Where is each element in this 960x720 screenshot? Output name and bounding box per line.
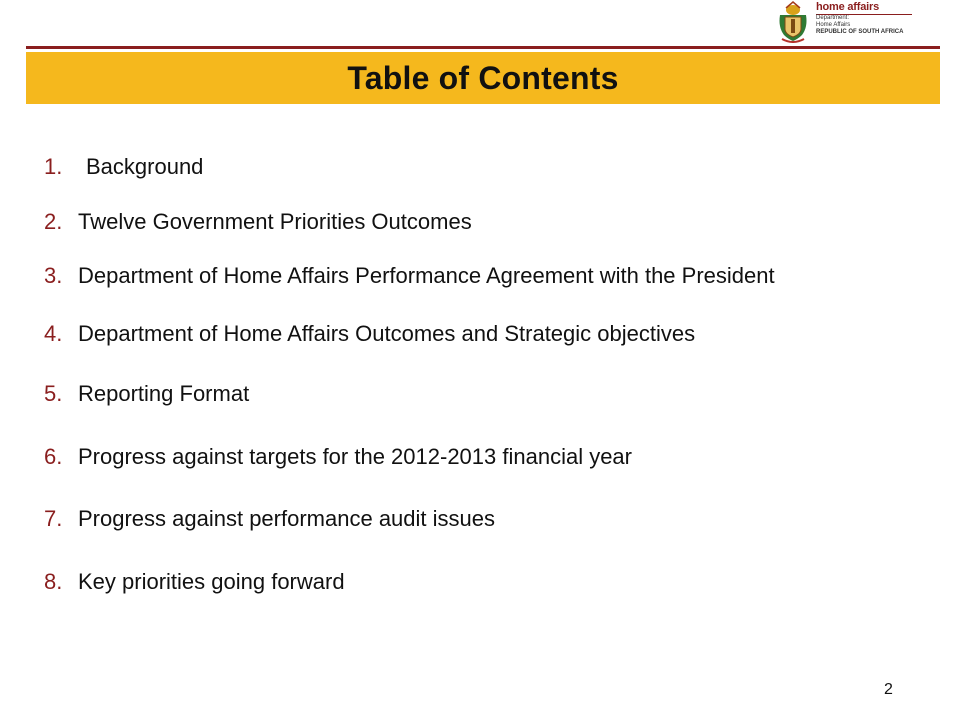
- logo-line-home-affairs: Home Affairs: [816, 22, 851, 28]
- logo-brand: home affairs: [816, 2, 912, 15]
- toc-item: [44, 444, 632, 470]
- toc-item-label: Progress against targets for the 2012-2013 financial year: [78, 444, 632, 469]
- toc-item-label: Reporting Format: [78, 381, 250, 406]
- toc-item-number: 1.: [44, 154, 63, 179]
- toc-item-number: 2.: [44, 209, 63, 234]
- toc-item-label: Department of Home Affairs Outcomes and Strategic objectives: [78, 321, 696, 346]
- toc-item-label: Department of Home Affairs Performance Agreement with the President: [78, 263, 775, 288]
- toc-item: [44, 321, 695, 347]
- toc-item: [44, 569, 345, 595]
- toc-item-label: Twelve Government Priorities Outcomes: [78, 209, 472, 234]
- toc-item-number: 3.: [44, 263, 63, 288]
- toc-item: [44, 263, 775, 289]
- toc-item-label: Key priorities going forward: [78, 569, 345, 594]
- toc-item-number: 6.: [44, 444, 63, 469]
- page-number: 2: [884, 681, 893, 698]
- toc-item: [44, 506, 495, 532]
- toc-item-number: 5.: [44, 381, 63, 406]
- toc-item-label: Background: [86, 154, 204, 179]
- toc-item: [44, 381, 249, 407]
- toc-item-number: 8.: [44, 569, 63, 594]
- toc-item: [44, 209, 472, 235]
- logo-line-department: Department:: [816, 15, 850, 21]
- toc-item-number: 4.: [44, 321, 63, 346]
- toc-item-label: Progress against performance audit issues: [78, 506, 495, 531]
- logo-line-republic: REPUBLIC OF SOUTH AFRICA: [816, 29, 904, 35]
- toc-item: [44, 154, 203, 180]
- page-title: Table of Contents: [347, 59, 619, 96]
- toc-item-number: 7.: [44, 506, 63, 531]
